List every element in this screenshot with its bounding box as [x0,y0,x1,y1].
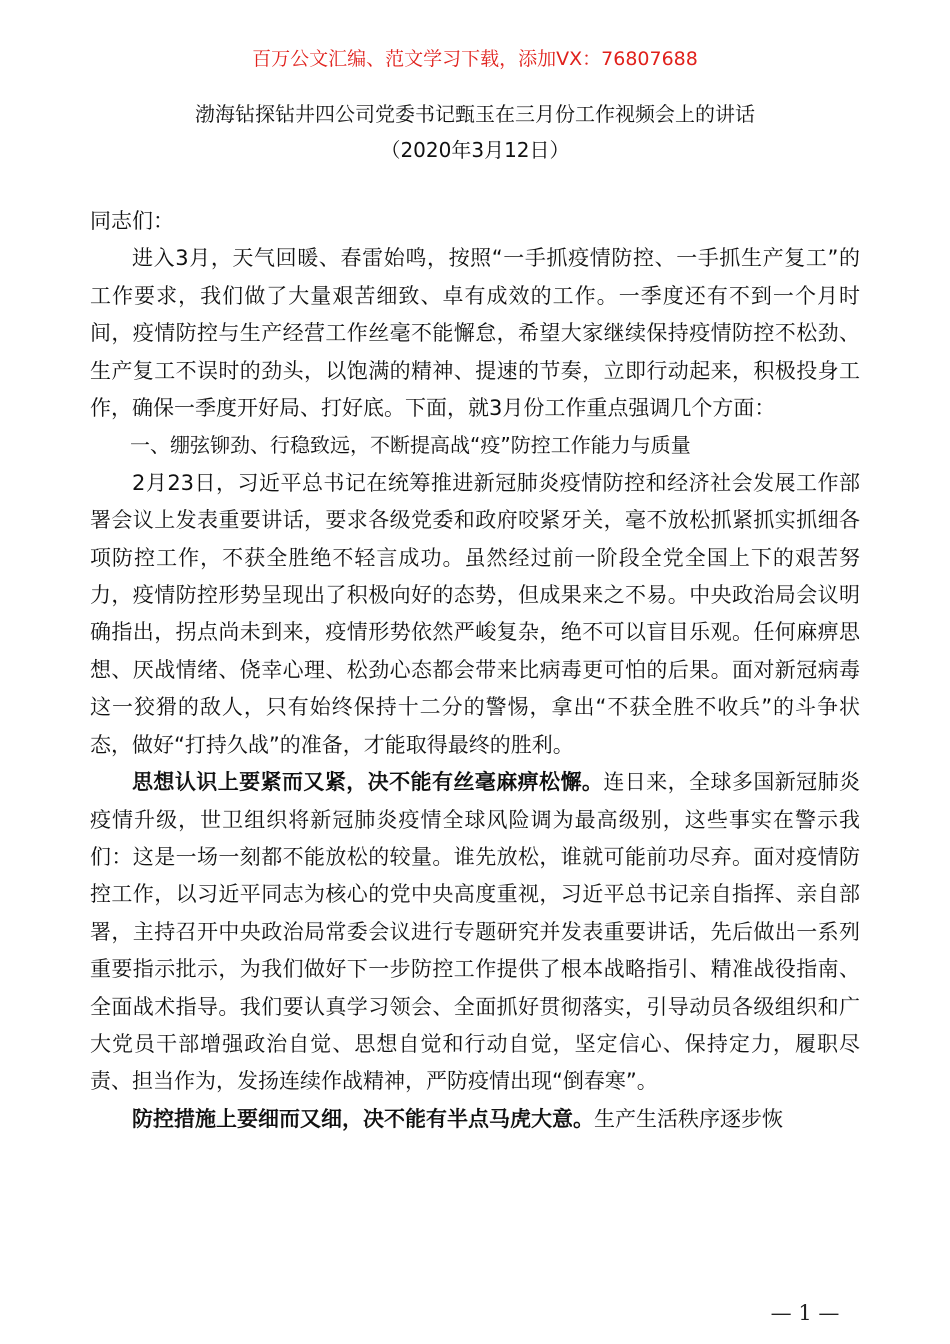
salutation: 同志们： [90,209,174,233]
paragraph-lead: 思想认识上要紧而又紧，决不能有丝毫麻痹松懈。 [132,770,604,795]
body-paragraph [90,764,860,1101]
paragraph-lead: 防控措施上要细而又细，决不能有半点马虎大意。 [132,1106,594,1131]
body-paragraph [90,1101,860,1138]
section-heading: 一、绷弦铆劲、行稳致远，不断提高战“疫”防控工作能力与质量 [130,433,691,458]
intro-paragraph: 进入3月，天气回暖、春雷始鸣，按照“一手抓疫情防控、一手抓生产复工”的工作要求，我们做了大量艰苦细致、卓有成效的工作。一季度还有不到一个月时间，疫情防控与生产经营工作丝毫不能懈怠，希望大家继续保持疫情防控不松劲、生产复工不误时的劲头，以饱满的精神、提速的节奏，立即行动起来，积极投身工作，确保一季度开好局、打好底。下面，就3月份工作重点强调几个方面： [90,246,860,421]
page-number: — 1 — [770,1301,840,1325]
document-title: 渤海钻探钻井四公司党委书记甄玉在三月份工作视频会上的讲话 [195,102,755,126]
document-date: （2020年3月12日） [380,138,570,162]
watermark-banner: 百万公文汇编、范文学习下载，添加VX：76807688 [252,48,698,70]
paragraph-text: 连日来，全球多国新冠肺炎疫情升级，世卫组织将新冠肺炎疫情全球风险调为最高级别，这些事实在警示我们：这是一场一刻都不能放松的较量。谁先放松，谁就可能前功尽弃。面对疫情防控工作，以习近平同志为核心的党中央高度重视，习近平总书记亲自指挥、亲自部署，主持召开中央政治局常委会议进行专题研究并发表重要讲话，先后做出一系列重要指示批示，为我们做好下一步防控工作提供了根本战略指引、精准战役指南、全面战术指导。我们要认真学习领会、全面抓好贯彻落实，引导动员各级组织和广大党员干部增强政治自觉、思想自觉和行动自觉，坚定信心、保持定力，履职尽责、担当作为，发扬连续作战精神，严防疫情出现“倒春寒”。 [90,770,861,1094]
document-body [90,203,860,1138]
paragraph-text: 生产生活秩序逐步恢 [594,1106,783,1131]
body-paragraph: 2月23日，习近平总书记在统筹推进新冠肺炎疫情防控和经济社会发展工作部署会议上发表重要讲话，要求各级党委和政府咬紧牙关，毫不放松抓紧抓实抓细各项防控工作，不获全胜绝不轻言成功。虽然经过前一阶段全党全国上下的艰苦努力，疫情防控形势呈现出了积极向好的态势，但成果来之不易。中央政治局会议明确指出，拐点尚未到来，疫情形势依然严峻复杂，绝不可以盲目乐观。任何麻痹思想、厌战情绪、侥幸心理、松劲心态都会带来比病毒更可怕的后果。面对新冠病毒这一狡猾的敌人，只有始终保持十二分的警惕，拿出“不获全胜不收兵”的斗争状态，做好“打持久战”的准备，才能取得最终的胜利。 [90,470,860,757]
